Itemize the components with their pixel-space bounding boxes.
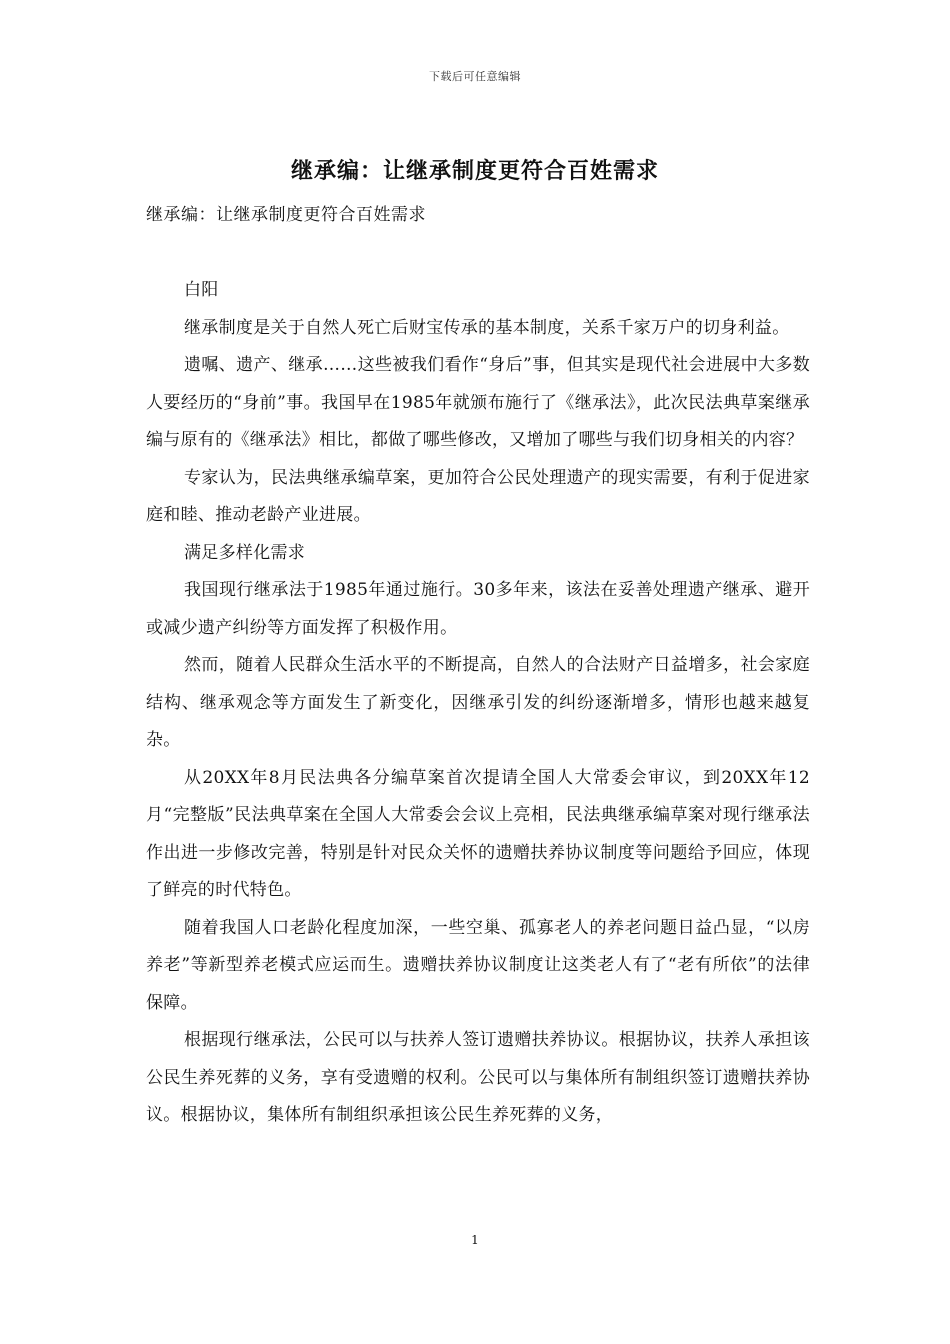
document-title: 继承编：让继承制度更符合百姓需求 bbox=[290, 158, 659, 184]
section-heading: 满足多样化需求 bbox=[184, 542, 306, 563]
paragraph: 根据现行继承法，公民可以与扶养人签订遗赠扶养协议。根据协议，扶养人承担该公民生养死葬的义务，享有受遗赠的权利。公民可以与集体所有制组织签订遗赠扶养协议。根据协议，集体所有制组织承担该公民生养死葬的义务， bbox=[146, 1030, 810, 1125]
page-number: 1 bbox=[471, 1233, 479, 1247]
paragraph: 从20XX年8月民法典各分编草案首次提请全国人大常委会审议，到20XX年12月“完整版”民法典草案在全国人大常委会会议上亮相，民法典继承编草案对现行继承法作出进一步修改完善，特别是针对民众关怀的遗赠扶养协议制度等问题给予回应，体现了鲜亮的时代特色。 bbox=[146, 767, 810, 900]
header-note: 下载后可任意编辑 bbox=[429, 70, 521, 83]
paragraph: 我国现行继承法于1985年通过施行。30多年来，该法在妥善处理遗产继承、避开或减少遗产纠纷等方面发挥了积极作用。 bbox=[146, 580, 810, 638]
paragraph: 遗嘱、遗产、继承……这些被我们看作“身后”事，但其实是现代社会进展中大多数人要经历的“身前”事。我国早在1985年就颁布施行了《继承法》，此次民法典草案继承编与原有的《继承法》相比，都做了哪些修改，又增加了哪些与我们切身相关的内容？ bbox=[146, 355, 810, 450]
paragraph: 继承制度是关于自然人死亡后财宝传承的基本制度，关系千家万户的切身利益。 bbox=[184, 317, 790, 338]
document-subtitle: 继承编：让继承制度更符合百姓需求 bbox=[146, 205, 426, 225]
document-body bbox=[146, 272, 810, 1135]
paragraph: 专家认为，民法典继承编草案，更加符合公民处理遗产的现实需要，有利于促进家庭和睦、推动老龄产业进展。 bbox=[146, 467, 810, 525]
paragraph: 然而，随着人民群众生活水平的不断提高，自然人的合法财产日益增多，社会家庭结构、继承观念等方面发生了新变化，因继承引发的纠纷逐渐增多，情形也越来越复杂。 bbox=[146, 655, 810, 750]
paragraph: 随着我国人口老龄化程度加深，一些空巢、孤寡老人的养老问题日益凸显，“以房养老”等新型养老模式应运而生。遗赠扶养协议制度让这类老人有了“老有所依”的法律保障。 bbox=[146, 917, 810, 1013]
author-line: 白阳 bbox=[184, 280, 219, 300]
